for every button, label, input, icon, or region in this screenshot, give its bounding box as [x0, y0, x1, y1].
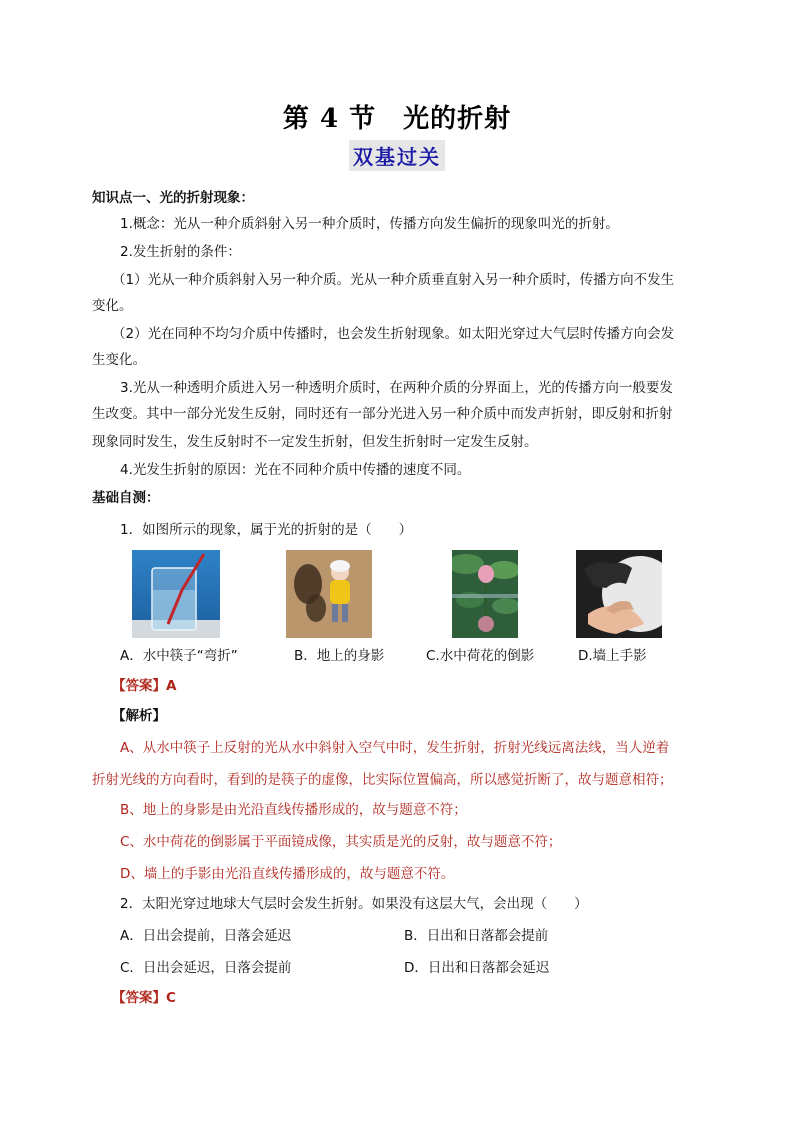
question-1-stem: 1．如图所示的现象，属于光的折射的是（ ）	[120, 522, 413, 538]
image-hand-shadow	[576, 550, 662, 638]
page-subtitle: 双基过关	[349, 140, 445, 171]
section1-line: 现象同时发生，发生反射时不一定发生折射，但发生折射时一定发生反射。	[92, 434, 538, 450]
analysis-label: 【解析】	[112, 708, 166, 724]
section1-line: 生变化。	[92, 352, 146, 368]
image-lotus-reflection	[452, 550, 518, 638]
analysis-line: A、从水中筷子上反射的光从水中斜射入空气中时，发生折射，折射光线远离法线，当人逆着	[120, 740, 670, 756]
section1-line: 生改变。其中一部分光发生反射，同时还有一部分光进入另一种介质中而发声折射，即反射和折射	[92, 406, 673, 422]
section1-heading: 知识点一、光的折射现象：	[92, 190, 254, 206]
subtitle-wrap	[0, 140, 794, 171]
analysis-line: D、墙上的手影由光沿直线传播形成的，故与题意不符。	[120, 866, 455, 882]
option-a: A．水中筷子“弯折”	[120, 648, 238, 664]
page-title: 第 4 节 光的折射	[282, 104, 512, 134]
section1-line: 4.光发生折射的原因：光在不同种介质中传播的速度不同。	[120, 462, 471, 478]
q2-option-b: B．日出和日落都会提前	[404, 928, 549, 944]
q2-option-c: C．日出会延迟，日落会提前	[120, 960, 292, 976]
section1-line: 变化。	[92, 298, 133, 314]
answer-2: 【答案】C	[112, 990, 176, 1006]
option-d: D.墙上手影	[578, 648, 647, 664]
answer-1: 【答案】A	[112, 678, 177, 694]
section1-line: 3.光从一种透明介质进入另一种透明介质时，在两种介质的分界面上，光的传播方向一般要发	[120, 380, 673, 396]
section1-line: （1）光从一种介质斜射入另一种介质。光从一种介质垂直射入另一种介质时，传播方向不发生	[112, 272, 675, 288]
q2-option-d: D．日出和日落都会延迟	[404, 960, 550, 976]
analysis-line: B、地上的身影是由光沿直线传播形成的，故与题意不符；	[120, 802, 467, 818]
section1-line: 2.发生折射的条件：	[120, 244, 241, 260]
question-2-stem: 2．太阳光穿过地球大气层时会发生折射。如果没有这层大气，会出现（ ）	[120, 896, 588, 912]
analysis-line: 折射光线的方向看时，看到的是筷子的虚像，比实际位置偏高，所以感觉折断了，故与题意相符；	[92, 772, 673, 788]
section1-line: 1.概念：光从一种介质斜射入另一种介质时，传播方向发生偏折的现象叫光的折射。	[120, 216, 619, 232]
section2-heading: 基础自测：	[92, 490, 160, 506]
section1-line: （2）光在同种不均匀介质中传播时，也会发生折射现象。如太阳光穿过大气层时传播方向会发	[112, 326, 675, 342]
option-c: C.水中荷花的倒影	[426, 648, 535, 664]
analysis-line: C、水中荷花的倒影属于平面镜成像，其实质是光的反射，故与题意不符；	[120, 834, 562, 850]
image-shadow-on-ground	[286, 550, 372, 638]
q2-option-a: A．日出会提前，日落会延迟	[120, 928, 292, 944]
option-b: B．地上的身影	[294, 648, 385, 664]
image-chopstick-in-water	[132, 550, 220, 638]
